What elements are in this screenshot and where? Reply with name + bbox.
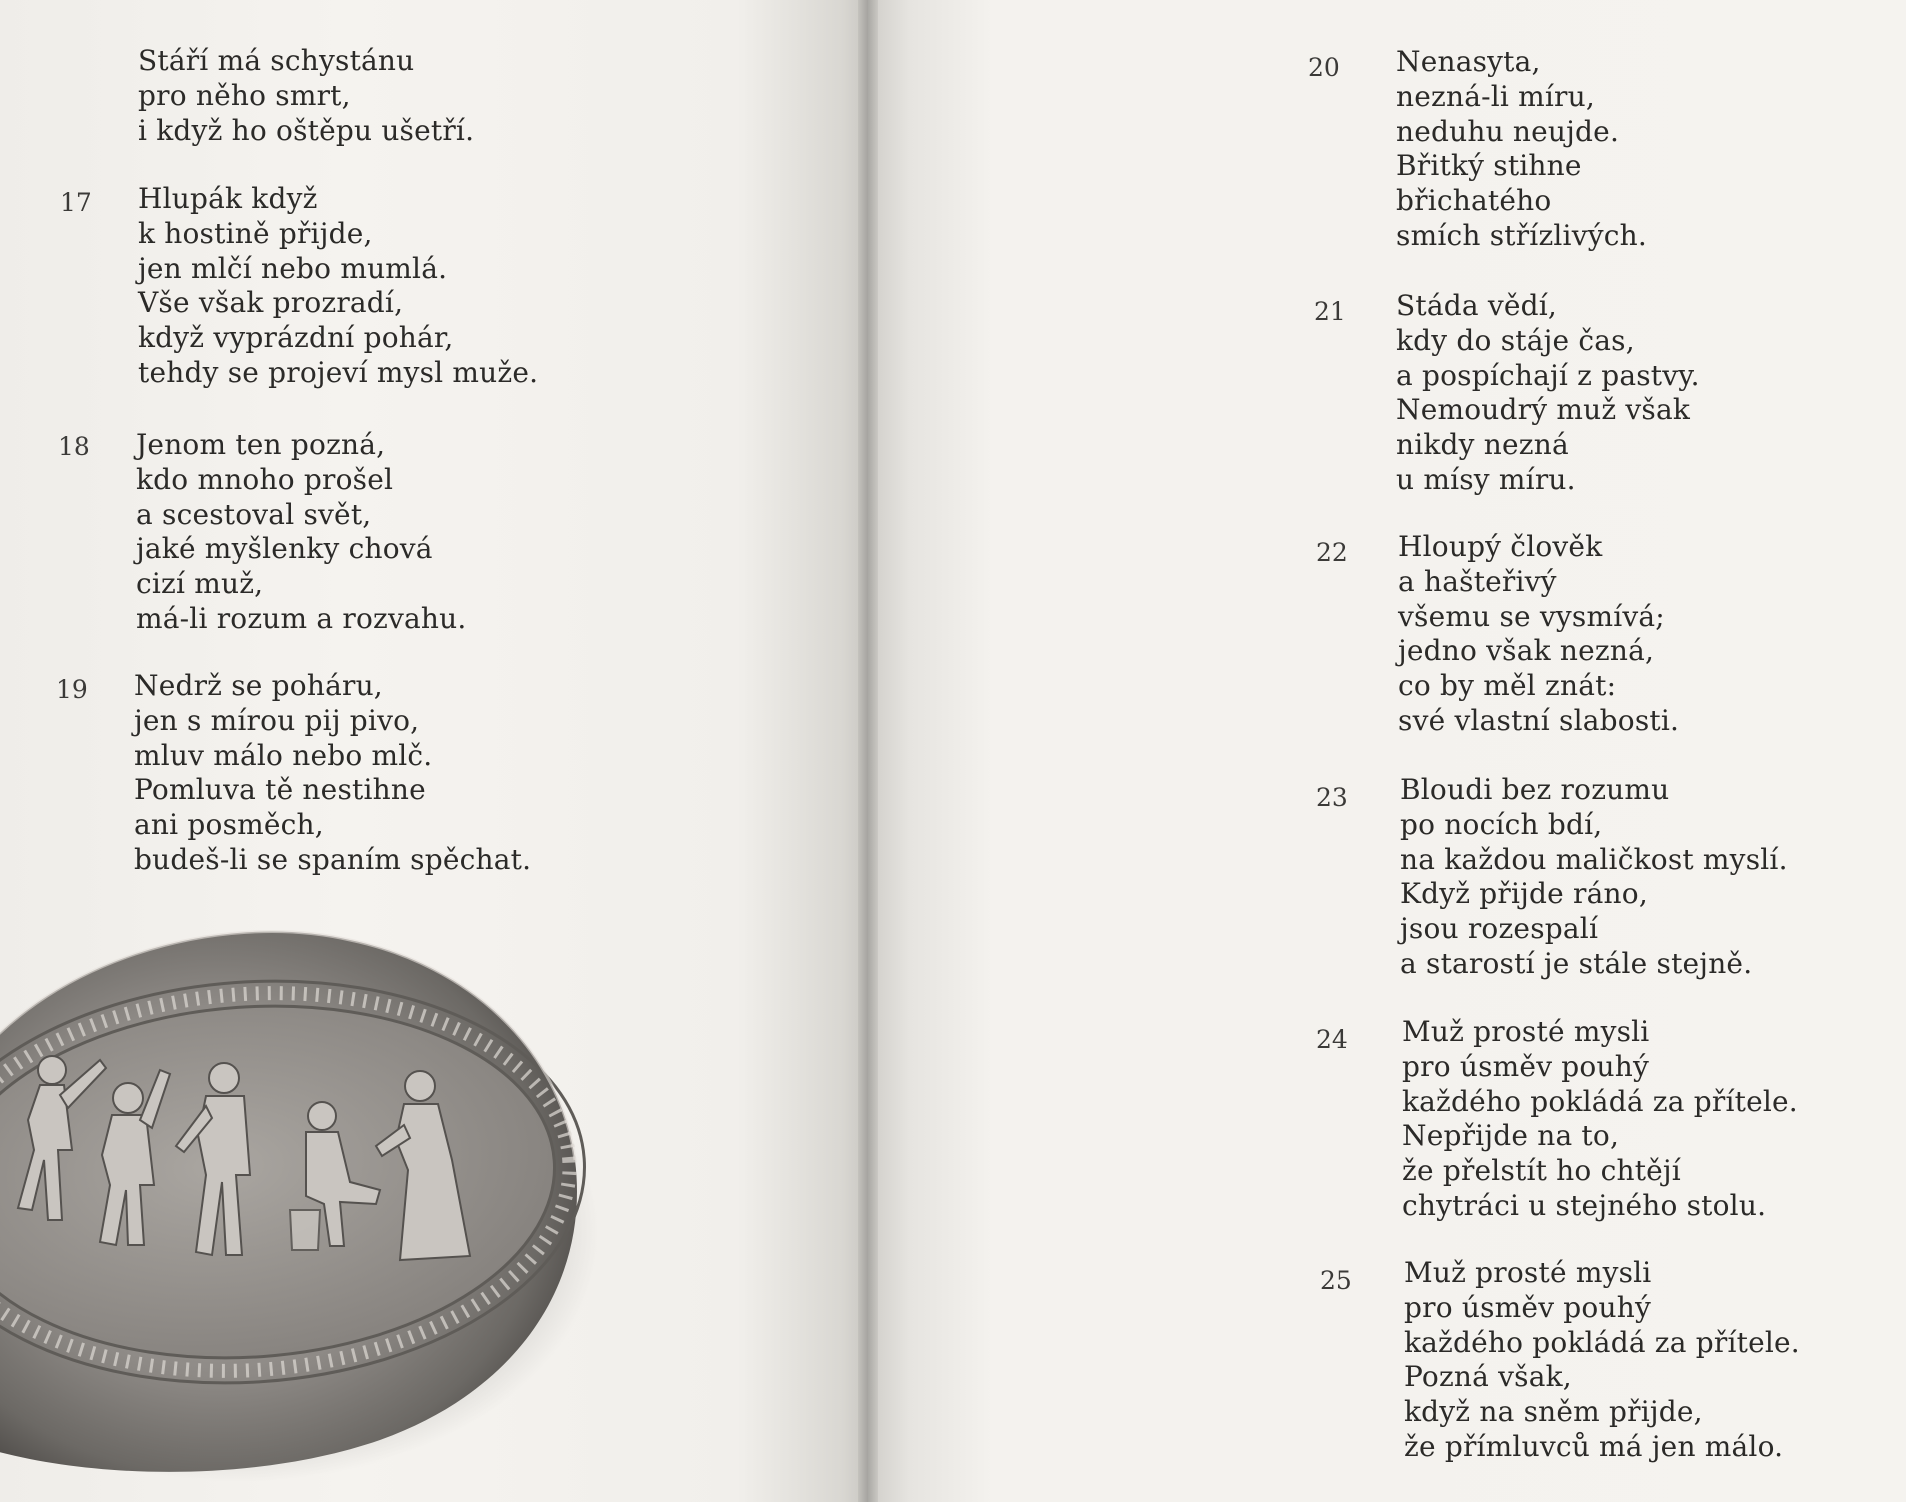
stanza-number: 22 xyxy=(1316,538,1348,567)
verse-line: když na sněm přijde, xyxy=(1404,1395,1703,1429)
verse-line: Nepřijde na to, xyxy=(1402,1119,1620,1153)
verse-line: smích střízlivých. xyxy=(1396,218,1647,252)
stanza-number: 19 xyxy=(56,675,88,704)
verse-line: Když přijde ráno, xyxy=(1400,877,1648,911)
verse-line: pro úsměv pouhý xyxy=(1402,1049,1649,1083)
stanza-22 xyxy=(1316,530,1680,739)
verse-line: jen mlčí nebo mumlá. xyxy=(138,251,448,285)
stanza-number: 17 xyxy=(60,188,92,217)
stanza-number: 18 xyxy=(58,432,90,461)
verse-line: jedno však nezná, xyxy=(1398,634,1655,668)
verse-line: Hloupý člověk xyxy=(1398,530,1603,563)
stanza-18 xyxy=(58,428,467,637)
stanza-number: 23 xyxy=(1316,783,1348,812)
verse-line: u mísy míru. xyxy=(1396,462,1576,496)
verse-line: mluv málo nebo mlč. xyxy=(134,738,433,772)
verse-line: Břitký stihne xyxy=(1396,149,1582,183)
verse-line: že přelstít ho chtějí xyxy=(1402,1154,1681,1188)
stanza-20 xyxy=(1308,45,1647,254)
verse-line: budeš-li se spaním spěchat. xyxy=(134,842,532,876)
verse-line: Stáda vědí, xyxy=(1396,289,1558,322)
verse-line: a hašteřivý xyxy=(1398,564,1557,598)
carved-stone-plate-illustration xyxy=(0,920,600,1502)
stanza-23 xyxy=(1316,773,1788,982)
verse-line: každého pokládá za přítele. xyxy=(1404,1325,1800,1359)
verse-line: Muž prosté mysli xyxy=(1404,1256,1652,1289)
verse-line: neduhu neujde. xyxy=(1396,114,1620,148)
verse-line: Stáří má schystánu xyxy=(138,44,415,77)
verse-line: břichatého xyxy=(1396,184,1552,218)
verse-line: že přímluvců má jen málo. xyxy=(1404,1429,1784,1463)
verse-line: Hlupák když xyxy=(138,182,318,215)
verse-line: pro něho smrt, xyxy=(138,78,351,112)
stanza-24 xyxy=(1316,1015,1798,1224)
verse-line: jen s mírou pij pivo, xyxy=(134,703,420,737)
verse-line: co by měl znát: xyxy=(1398,669,1617,703)
stanza-number: 21 xyxy=(1314,297,1346,326)
book-gutter xyxy=(858,0,878,1502)
stanza-number: 24 xyxy=(1316,1025,1348,1054)
verse-line: tehdy se projeví mysl muže. xyxy=(138,355,539,389)
verse-line: všemu se vysmívá; xyxy=(1398,599,1665,633)
stanza-19 xyxy=(56,669,532,878)
verse-line: má-li rozum a rozvahu. xyxy=(136,601,467,635)
verse-line: Nemoudrý muž však xyxy=(1396,393,1691,427)
verse-line: na každou maličkost myslí. xyxy=(1400,842,1788,876)
verse-line: chytráci u stejného stolu. xyxy=(1402,1188,1767,1222)
verse-line: nikdy nezná xyxy=(1396,428,1569,462)
verse-line: jsou rozespalí xyxy=(1400,912,1599,946)
verse-line: k hostině přijde, xyxy=(138,216,373,250)
verse-line: i když ho oštěpu ušetří. xyxy=(138,113,475,147)
verse-line: když vyprázdní pohár, xyxy=(138,321,454,355)
verse-line: každého pokládá za přítele. xyxy=(1402,1084,1798,1118)
verse-line: Pomluva tě nestihne xyxy=(134,773,426,807)
verse-line: kdo mnoho prošel xyxy=(136,462,394,496)
verse-line: a scestoval svět, xyxy=(136,497,372,531)
verse-line: Pozná však, xyxy=(1404,1360,1572,1394)
verse-line: Vše však prozradí, xyxy=(138,286,404,320)
verse-line: ani posměch, xyxy=(134,808,324,842)
verse-line: pro úsměv pouhý xyxy=(1404,1290,1651,1324)
verse-line: Muž prosté mysli xyxy=(1402,1015,1650,1048)
intro-stanza xyxy=(138,44,474,148)
stanza-21 xyxy=(1314,289,1700,498)
verse-line: cizí muž, xyxy=(136,567,264,601)
verse-line: a pospíchají z pastvy. xyxy=(1396,358,1700,392)
verse-line: své vlastní slabosti. xyxy=(1398,703,1680,737)
stanza-number: 25 xyxy=(1320,1266,1352,1295)
verse-line: Bloudi bez rozumu xyxy=(1400,773,1670,806)
verse-line: Jenom ten pozná, xyxy=(136,428,386,461)
verse-line: kdy do stáje čas, xyxy=(1396,323,1635,357)
verse-line: Nenasyta, xyxy=(1396,45,1541,78)
stanza-number: 20 xyxy=(1308,53,1340,82)
verse-line: jaké myšlenky chová xyxy=(136,532,433,566)
verse-line: nezná-li míru, xyxy=(1396,79,1595,113)
stanza-17 xyxy=(60,182,539,391)
verse-line: po nocích bdí, xyxy=(1400,807,1603,841)
verse-line: a starostí je stále stejně. xyxy=(1400,946,1753,980)
stanza-25 xyxy=(1320,1256,1800,1465)
verse-line: Nedrž se poháru, xyxy=(134,669,383,702)
